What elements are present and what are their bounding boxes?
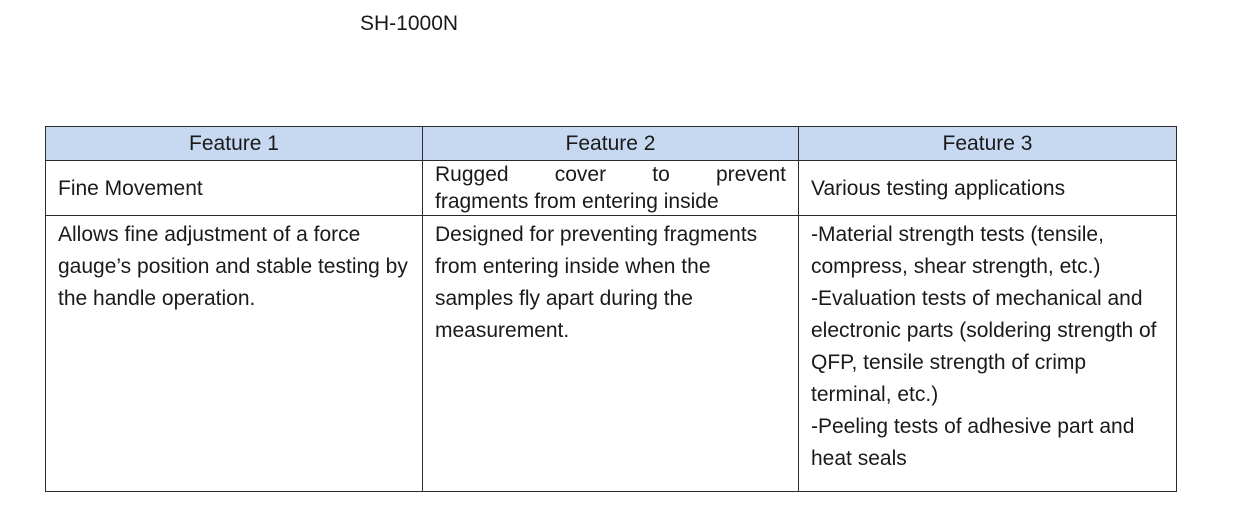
- summary-feature-3: Various testing applications: [799, 161, 1177, 216]
- header-feature-1: Feature 1: [46, 127, 423, 161]
- header-feature-3: Feature 3: [799, 127, 1177, 161]
- detail-feature-2: Designed for preventing fragments from entering inside when the samples fly apart during the measurement.: [423, 216, 799, 492]
- detail-feature-3: [799, 216, 1177, 492]
- detail-row: [46, 216, 1177, 492]
- detail-feature-3-item: -Evaluation tests of mechanical and electronic parts (soldering strength of QFP, tensile strength of crimp terminal, etc.): [811, 287, 1157, 406]
- feature-table: [45, 126, 1177, 492]
- detail-feature-1: Allows fine adjustment of a force gauge’s position and stable testing by the handle operation.: [46, 216, 423, 492]
- summary-feature-2: [423, 161, 799, 216]
- summary-row: [46, 161, 1177, 216]
- summary-feature-1: Fine Movement: [46, 161, 423, 216]
- summary-feature-2-line-2: fragments from entering inside: [435, 190, 719, 213]
- table-header-row: [46, 127, 1177, 161]
- document-title: SH-1000N: [360, 12, 459, 35]
- detail-feature-3-item: -Peeling tests of adhesive part and heat seals: [811, 415, 1135, 470]
- detail-feature-3-item: -Material strength tests (tensile, compress, shear strength, etc.): [811, 223, 1104, 278]
- header-feature-2: Feature 2: [423, 127, 799, 161]
- summary-feature-2-line-1: Rugged cover to prevent: [435, 163, 786, 186]
